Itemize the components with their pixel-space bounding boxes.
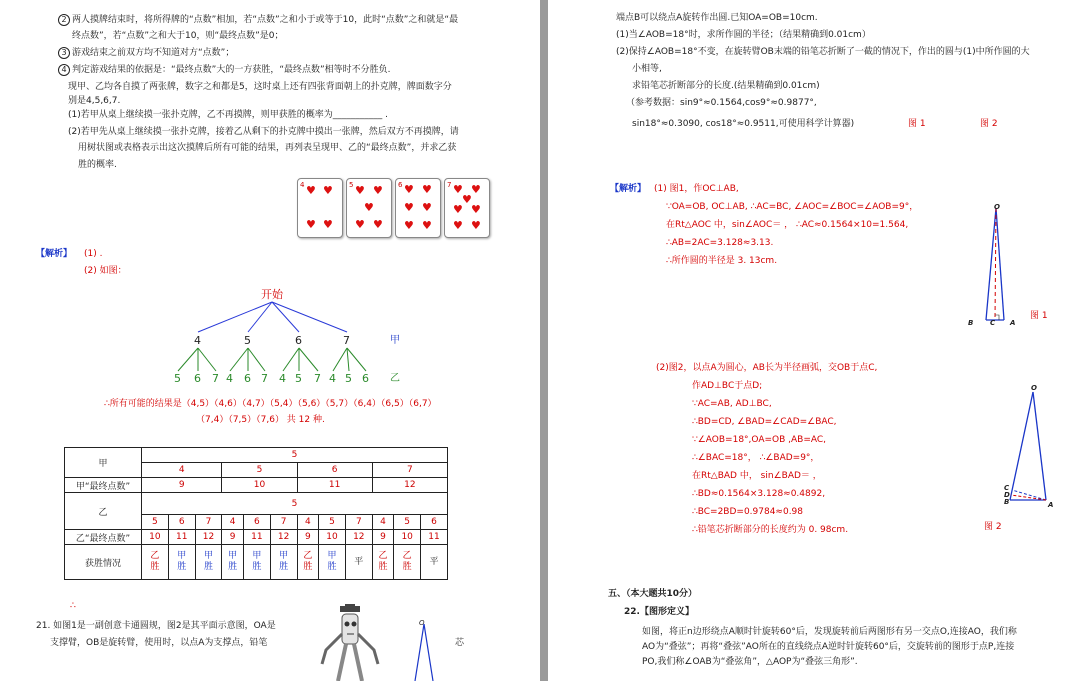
- result-winner: 甲: [177, 551, 187, 561]
- table-cell: 12: [372, 478, 447, 493]
- q21-line-6: （参考数据：sin9°≈0.1564,cos9°≈0.9877°,: [626, 98, 817, 108]
- question-21-cont2: 芯: [455, 638, 465, 648]
- point-a: A: [1010, 319, 1016, 327]
- point-d: D: [1004, 491, 1010, 499]
- tree-node-jia: 7: [343, 334, 350, 347]
- left-page: [0, 0, 540, 681]
- analysis-b6: ∴∠BAC=18°， ∴∠BAD=9°，: [692, 453, 820, 463]
- table-cell: 4: [142, 463, 222, 478]
- table-cell: 9: [372, 530, 394, 545]
- tree-root: 开始: [261, 288, 283, 301]
- analysis-b2: 作AD⊥BC于点D;: [692, 381, 763, 391]
- rule-4: 4 判定游戏结果的依据是：“最终点数”大的一方获胜，“最终点数”相等时不分胜负.: [58, 64, 391, 76]
- q21-line-1: 端点B可以绕点A旋转作出圆.已知OA=OB=10cm.: [616, 13, 818, 23]
- result-word: 胜: [378, 562, 388, 572]
- result-word: 胜: [252, 562, 262, 572]
- table-cell: 11: [297, 478, 372, 493]
- analysis-b7: 在Rt△BAD 中， sin∠BAD＝ ，: [692, 471, 822, 481]
- card-seven-hearts: 7 ♥ ♥ ♥ ♥ ♥ ♥ ♥: [444, 178, 490, 238]
- result-winner: 平: [429, 556, 439, 567]
- tree-leaf: 4: [226, 372, 233, 385]
- fig-1-ref: 图 1: [908, 119, 926, 129]
- table-cell: 5: [222, 463, 297, 478]
- table-cell: 12: [345, 530, 372, 545]
- result-cell: [372, 545, 394, 580]
- result-winner: 甲: [228, 551, 238, 561]
- table-cell: 6: [421, 515, 448, 530]
- table-cell: 10: [394, 530, 421, 545]
- yi-start-points: 5: [142, 493, 448, 515]
- q21-line-3: (2)保持∠AOB=18°不变，在旋转臂OB末端的铅笔芯折断了一截的情况下，作出的圆与(1)中所作圆的大: [616, 47, 1030, 57]
- table-cell: 10: [142, 530, 169, 545]
- point-c: C: [1004, 484, 1010, 492]
- tree-leaf: 7: [261, 372, 268, 385]
- table-cell: 12: [270, 530, 297, 545]
- tree-leaf: 4: [279, 372, 286, 385]
- table-cell: 11: [168, 530, 195, 545]
- question-21: 21. 如图1是一副创意卡通圆规，图2是其平面示意图，OA是: [36, 621, 276, 631]
- table-cell: 11: [421, 530, 448, 545]
- result-word: 胜: [203, 562, 213, 572]
- tree-label-jia: 甲: [390, 335, 400, 346]
- therefore-symbol: ∴: [70, 601, 76, 611]
- result-winner: 甲: [279, 551, 289, 561]
- row-header-jia: 甲: [65, 448, 142, 478]
- result-winner: 乙: [150, 551, 160, 561]
- tree-leaf: 6: [362, 372, 369, 385]
- tree-node-jia: 5: [244, 334, 251, 347]
- table-cell: 6: [297, 463, 372, 478]
- tree-leaf: 6: [194, 372, 201, 385]
- tree-leaf: 5: [295, 372, 302, 385]
- point-b: B: [1004, 498, 1010, 506]
- analysis-b10: ∴铅笔芯折断部分的长度约为 0. 98cm.: [692, 525, 849, 535]
- table-cell: 11: [243, 530, 270, 545]
- analysis-a5: ∴所作圆的半径是 3. 13cm.: [666, 256, 778, 266]
- tree-leaf: 7: [314, 372, 321, 385]
- q21-line-2: (1)当∠AOB=18°时，求所作圆的半径；（结果精确到0.01cm）: [616, 30, 871, 40]
- result-cell: [421, 545, 448, 580]
- problem-text-2: 别是4,5,6,7.: [68, 96, 121, 106]
- card-four-hearts: 4 ♥ ♥ ♥ ♥: [297, 178, 343, 238]
- result-cell: [297, 545, 319, 580]
- question-2-cont: 用树状图或表格表示出这次摸牌后所有可能的结果，再列表呈现甲、乙的“最终点数”，并求乙获: [78, 143, 457, 153]
- section-5-heading: 五、（本大题共10分）: [608, 589, 698, 599]
- result-cell: [195, 545, 222, 580]
- question-1: (1)若甲从桌上继续摸一张扑克牌，乙不再摸牌，则甲获胜的概率为___________ .: [68, 110, 388, 120]
- result-word: 胜: [279, 562, 289, 572]
- result-word: 胜: [327, 562, 337, 572]
- rule-2: 2 两人摸牌结束时，将所得牌的“点数”相加，若“点数”之和小于或等于10，此时“点数”之和就是“最: [58, 14, 458, 26]
- point-c: C: [990, 319, 996, 327]
- result-winner: 平: [354, 556, 364, 567]
- result-word: 胜: [402, 562, 412, 572]
- tree-node-jia: 4: [194, 334, 201, 347]
- table-row: [65, 478, 448, 493]
- question-2: (2)若甲先从桌上继续摸一张扑克牌，接着乙从剩下的扑克牌中摸出一张牌，然后双方不再摸牌，请: [68, 127, 459, 137]
- result-winner: 甲: [327, 551, 337, 561]
- table-cell: 9: [297, 530, 319, 545]
- table-cell: 9: [142, 478, 222, 493]
- outcomes-line-2: （7,4）（7,5）（7,6） 共 12 种.: [196, 415, 325, 425]
- row-header-jia-final: 甲“最终点数”: [65, 478, 142, 493]
- analysis-b3: ∵AC=AB, AD⊥BC,: [692, 399, 772, 409]
- table-cell: 4: [222, 515, 244, 530]
- result-cell: [270, 545, 297, 580]
- figure-1-label: 图 1: [1030, 311, 1048, 321]
- result-cell: [319, 545, 346, 580]
- analysis-a3: 在Rt△AOC 中，sin∠AOC＝ ， ∴AC≈0.1564×10=1.564,: [666, 220, 909, 230]
- question-22-line-1: 如图，将正n边形绕点A顺时针旋转60°后，发现旋转前后两图形有另一交点O,连接AO，我们称: [642, 627, 1017, 637]
- answer-2: (2) 如图：: [84, 266, 127, 276]
- result-winner: 乙: [378, 551, 388, 561]
- answer-1: (1) .: [84, 249, 103, 259]
- point-o: O: [994, 203, 1000, 211]
- table-row: [65, 530, 448, 545]
- card-six-hearts: 6 ♥ ♥ ♥ ♥ ♥ ♥: [395, 178, 441, 238]
- result-cell: [243, 545, 270, 580]
- question-22-heading: 22.【图形定义】: [624, 607, 694, 617]
- tree-leaf: 4: [329, 372, 336, 385]
- table-cell: 5: [394, 515, 421, 530]
- result-cell: [222, 545, 244, 580]
- result-word: 胜: [303, 562, 313, 572]
- analysis-b5: ∵∠AOB=18°,OA=OB ,AB=AC,: [692, 435, 827, 445]
- rule-3: 3 游戏结束之前双方均不知道对方“点数”；: [58, 47, 234, 59]
- result-winner: 甲: [252, 551, 262, 561]
- figure-1-triangle: [958, 196, 1018, 330]
- table-cell: 4: [297, 515, 319, 530]
- question-2-cont2: 胜的概率.: [78, 160, 117, 170]
- table-cell: 7: [372, 463, 447, 478]
- analysis-label: 【解析】: [36, 249, 73, 259]
- row-header-yi-final: 乙“最终点数”: [65, 530, 142, 545]
- fig-2-ref: 图 2: [980, 119, 998, 129]
- question-22-line-3: PO,我们称∠OAB为“叠弦角”，△AOP为“叠弦三角形”.: [642, 657, 858, 667]
- jia-start-points: 5: [142, 448, 448, 463]
- tree-leaf: 5: [345, 372, 352, 385]
- analysis-b1: (2)图2，以点A为圆心，AB长为半径画弧，交OB于点C,: [656, 363, 878, 373]
- row-header-result: 获胜情况: [65, 545, 142, 580]
- results-table: [64, 447, 448, 580]
- result-cell: [345, 545, 372, 580]
- point-o: O: [1031, 384, 1037, 392]
- tree-leaf: 7: [212, 372, 219, 385]
- problem-text-1: 现甲、乙均各自摸了两张牌，数字之和都是5，这时桌上还有四张背面朝上的扑克牌，牌面数字分: [68, 82, 452, 92]
- right-page: [548, 0, 1091, 681]
- analysis-a4: ∴AB=2AC=3.128≈3.13.: [666, 238, 774, 248]
- table-cell: 7: [345, 515, 372, 530]
- figure-2-label: 图 2: [984, 522, 1002, 532]
- point-label-o: O: [419, 619, 425, 627]
- result-word: 胜: [228, 562, 238, 572]
- table-cell: 10: [319, 530, 346, 545]
- analysis-b4: ∴BD=CD, ∠BAD=∠CAD=∠BAC,: [692, 417, 837, 427]
- tree-label-yi: 乙: [390, 373, 400, 384]
- result-word: 胜: [150, 562, 160, 572]
- table-cell: 9: [222, 530, 244, 545]
- table-cell: 5: [319, 515, 346, 530]
- analysis-b9: ∴BC=2BD=0.9784≈0.98: [692, 507, 804, 517]
- table-cell: 6: [243, 515, 270, 530]
- point-a: A: [1048, 501, 1054, 509]
- table-cell: 6: [168, 515, 195, 530]
- analysis-b8: ∴BD≈0.1564×3.128≈0.4892,: [692, 489, 826, 499]
- result-winner: 甲: [203, 551, 213, 561]
- result-cell: [394, 545, 421, 580]
- q21-line-4: 小相等,: [632, 64, 662, 74]
- compass-schematic-figure: [405, 612, 445, 681]
- result-winner: 乙: [402, 551, 412, 561]
- table-cell: 10: [222, 478, 297, 493]
- tree-leaf: 6: [244, 372, 251, 385]
- q21-line-5: 求铅笔芯折断部分的长度.(结果精确到0.01cm): [632, 81, 820, 91]
- point-b: B: [968, 319, 974, 327]
- table-cell: 4: [372, 515, 394, 530]
- cartoon-compass-figure: [318, 604, 388, 681]
- result-cell: [142, 545, 169, 580]
- analysis-a1: (1) 图1，作OC⊥AB,: [654, 184, 739, 194]
- table-cell: 7: [270, 515, 297, 530]
- card-five-hearts: 5 ♥ ♥ ♥ ♥ ♥: [346, 178, 392, 238]
- table-row: [65, 493, 448, 515]
- table-row: [65, 448, 448, 463]
- question-21-cont: 支撑臂，OB是旋转臂，使用时，以点A为支撑点，铅笔: [50, 638, 268, 648]
- table-cell: 7: [195, 515, 222, 530]
- tree-node-jia: 6: [295, 334, 302, 347]
- result-word: 胜: [177, 562, 187, 572]
- table-row: [65, 545, 448, 580]
- table-cell: 5: [142, 515, 169, 530]
- question-22-line-2: AO为“叠弦”；再将“叠弦”AO所在的直线绕点A逆时针旋转60°后，交旋转前的图形于点P,连接: [642, 642, 1015, 652]
- q21-line-7: sin18°≈0.3090, cos18°≈0.9511,可使用科学计算器): [632, 119, 855, 129]
- analysis-a2: ∵OA=OB, OC⊥AB, ∴AC=BC, ∠AOC=∠BOC=∠AOB=9°，: [666, 202, 919, 212]
- result-cell: [168, 545, 195, 580]
- row-header-yi: 乙: [65, 493, 142, 530]
- tree-diagram-lines: [0, 0, 540, 400]
- outcomes-line-1: ∴所有可能的结果是（4,5）（4,6）（4,7）（5,4）（5,6）（5,7）（6,4）（6,5）（6,7）: [104, 399, 437, 409]
- analysis-label: 【解析】: [610, 184, 647, 194]
- rule-2-cont: 终点数”，若“点数”之和大于10，则“最终点数”是0；: [72, 31, 284, 41]
- result-winner: 乙: [303, 551, 313, 561]
- tree-leaf: 5: [174, 372, 181, 385]
- table-cell: 12: [195, 530, 222, 545]
